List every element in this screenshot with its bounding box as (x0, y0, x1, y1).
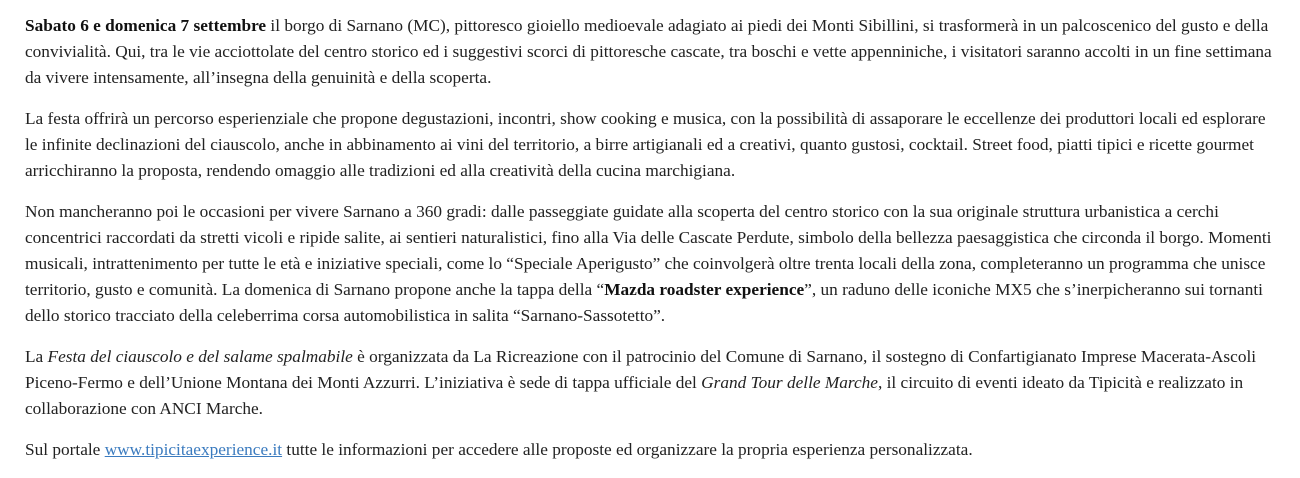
paragraph-event-dates (25, 13, 1275, 91)
paragraph-activities (25, 199, 1275, 329)
festival-name-italic: Festa del ciauscolo e del salame spalmabile (47, 347, 353, 366)
paragraph-text: Non mancheranno poi le occasioni per vivere Sarnano a 360 gradi: dalle passeggiate guidate alla scoperta del centro storico con la sua originale struttura urbanistica a cerchi concentrici raccordati da stretti vicoli e ripide salite, ai sentieri naturalistici, fino alla Via delle Cascate Perdute, simbolo della bellezza paesaggistica che circonda il borgo. Momenti musicali, intrattenimento per tutte le età e iniziative speciali, come lo “Speciale Aperigusto” che coinvolgerà oltre trenta locali della zona, completeranno un programma che unisce territorio, gusto e comunità. La domenica di Sarnano propone anche la tappa della “ (25, 202, 1272, 299)
paragraph-text: , il circuito di eventi ideato da Tipicità e realizzato in collaborazione con ANCI Marche. (25, 373, 1244, 418)
paragraph-text: La (25, 347, 48, 366)
paragraph-text: il borgo di Sarnano (MC), pittoresco gioiello medioevale adagiato ai piedi dei Monti Sibillini, si trasformerà in un palcoscenico del gusto e della convivialità. Qui, tra le vie acciottolate del centro storico ed i suggestivi scorci di pittoresche cascate, tra boschi e vette appenniniche, i visitatori saranno accolti in un fine settimana da vivere intensamente, all’insegna della genuinità e della scoperta. (25, 16, 1272, 87)
paragraph-text: Sul portale (25, 440, 105, 459)
tipicita-experience-link[interactable]: www.tipicitaexperience.it (104, 440, 283, 459)
paragraph-text: è organizzata da La Ricreazione con il patrocinio del Comune di Sarnano, il sostegno di Confartigianato Imprese Macerata-Ascoli Piceno-Fermo e dell’Unione Montana dei Monti Azzurri. L’iniziativa è sede di tappa ufficiale del (25, 347, 1257, 392)
event-dates-bold: Sabato 6 e domenica 7 settembre (25, 16, 267, 35)
mazda-roadster-bold: Mazda roadster experience (604, 280, 805, 299)
paragraph-festival-program (25, 106, 1275, 184)
paragraph-text: tutte le informazioni per accedere alle proposte ed organizzare la propria esperienza personalizzata. (282, 440, 973, 459)
paragraph-text: La festa offrirà un percorso esperienziale che propone degustazioni, incontri, show cooking e musica, con la possibilità di assaporare le eccellenze dei produttori locali ed esplorare le infinite declinazioni del ciauscolo, anche in abbinamento ai vini del territorio, a birre artigianali ed a creativi, quanto gustosi, cocktail. Street food, piatti tipici e ricette gourmet arricchiranno la proposta, rendendo omaggio alle tradizioni ed alla creatività della cucina marchigiana. (25, 109, 1266, 180)
paragraph-text: ”, un raduno delle iconiche MX5 che s’inerpicheranno sui tornanti dello storico tracciato della celeberrima corsa automobilistica in salita “Sarnano-Sassotetto”. (25, 280, 1263, 325)
paragraph-portal (25, 437, 1275, 463)
grand-tour-italic: Grand Tour delle Marche (701, 373, 878, 392)
paragraph-organizers (25, 344, 1275, 422)
